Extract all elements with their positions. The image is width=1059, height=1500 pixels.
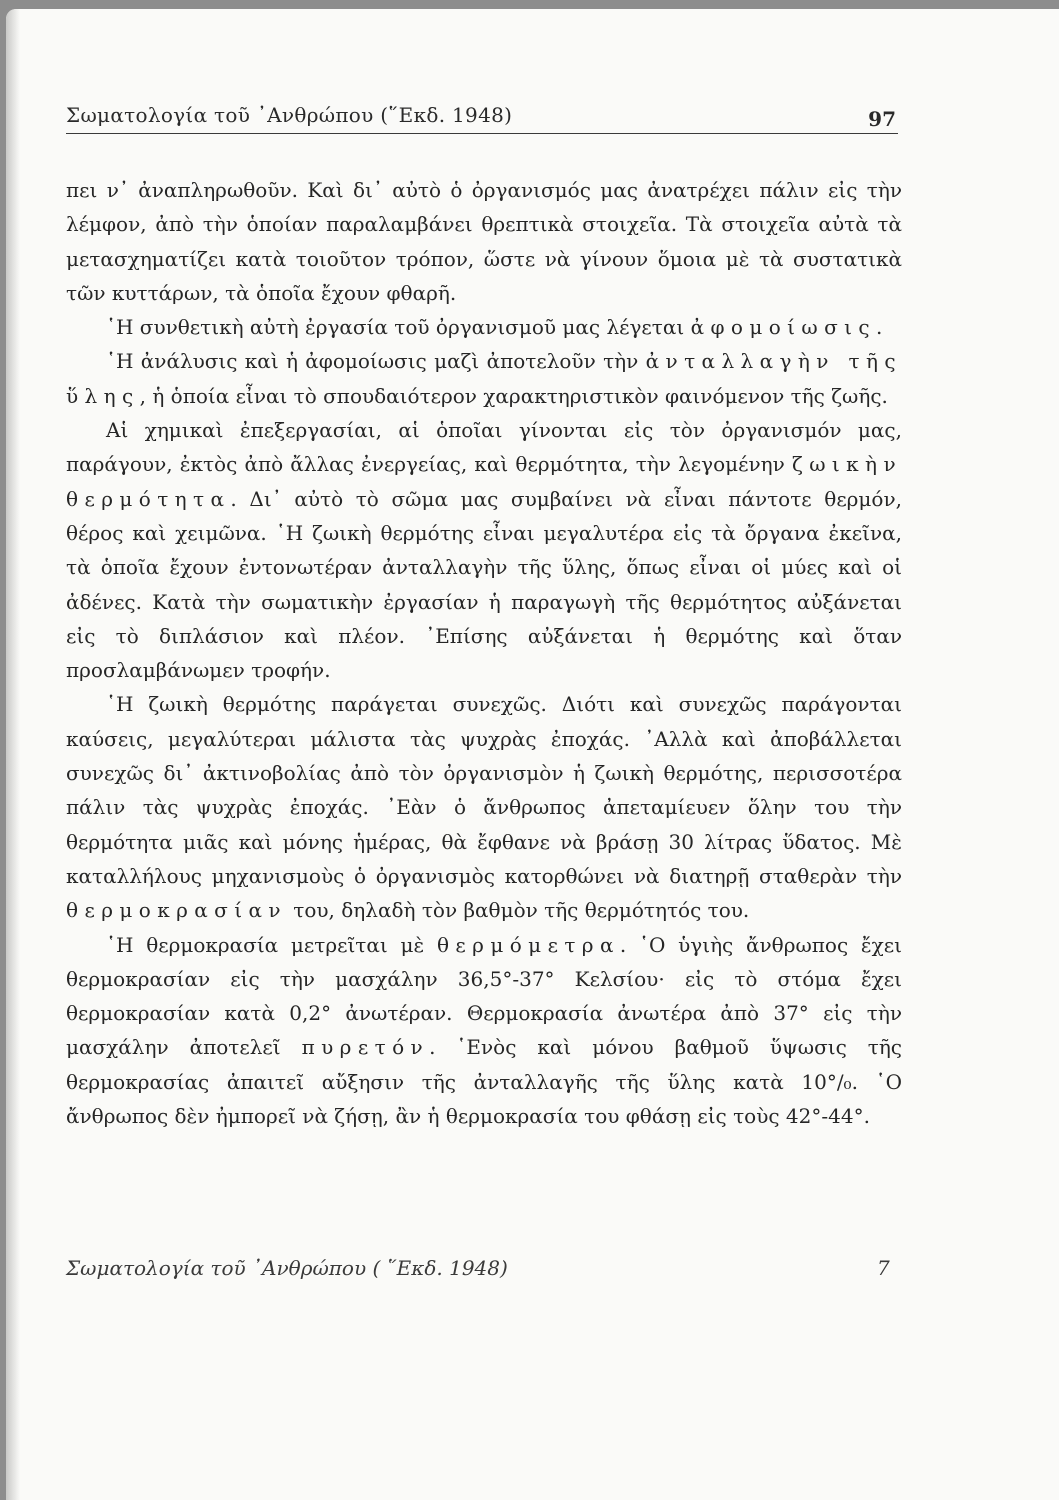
paragraph-3-text-a: ῾Η ἀνάλυσις καὶ ἡ ἀφομοίωσις μαζὶ ἀποτελοῦν τὴν xyxy=(106,349,646,374)
term-thermokrasian: θερμοκρασίαν xyxy=(66,898,287,923)
paragraph-2 xyxy=(66,310,902,344)
paragraph-1 xyxy=(66,173,902,310)
term-antallagi-ylis: ἀνταλλαγὴν τῆς ὕλης xyxy=(66,349,902,408)
paragraph-6-text-b: . ῾Ο ὑγιὴς ἄνθρωπος ἔχει θερμοκρασίαν εἰς τὴν μασχάλην 36,5°-37° Κελσίου· εἰς τὸ στόμα ἔχει θερμοκρασίαν κατὰ 0,2° ἀνωτέραν. Θερμοκρασία ἀνωτέρα ἀπὸ 37° εἰς τὴν μασχάλην ἀποτελεῖ xyxy=(66,932,902,1060)
paragraph-2-text-a: ῾Η συνθετικὴ αὐτὴ ἐργασία τοῦ ὀργανισμοῦ μας λέγεται xyxy=(106,315,691,340)
term-afomoiosis: ἀφομοίωσις xyxy=(690,315,876,340)
page-header xyxy=(66,97,898,134)
paragraph-5 xyxy=(66,687,902,927)
paragraph-4-text-b: . Δι᾿ αὐτὸ τὸ σῶμα μας συμβαίνει νὰ εἶναι πάντοτε θερμόν, θέρος καὶ χειμῶνα. ῾Η ζωικὴ θερμότης εἶναι μεγαλυτέρα εἰς τὰ ὄργανα ἐκεῖνα, τὰ ὁποῖα ἔχουν ἐντονωτέραν ἀνταλλαγὴν τῆς ὕλης, ὅπως εἶναι οἱ μύες καὶ οἱ ἀδένες. Κατὰ τὴν σωματικὴν ἐργασίαν ἡ παραγωγὴ τῆς θερμότητος αὐξάνεται εἰς τὸ διπλάσιον καὶ πλέον. ᾿Επίσης αὐξάνεται ἡ θερμότης καὶ ὅταν προσλαμβάνωμεν τροφήν. xyxy=(66,486,902,683)
running-title: Σωματολογία τοῦ ᾿Ανθρώπου (῞Εκδ. 1948) xyxy=(66,103,513,127)
term-pyreton: πυρετόν xyxy=(301,1035,430,1060)
footer-title: Σωματολογία τοῦ ᾿Ανθρώπου ( ῞Εκδ. 1948) xyxy=(66,1256,508,1280)
book-page xyxy=(6,9,1059,1500)
paragraph-4 xyxy=(66,413,902,687)
paragraph-3-text-b: , ἡ ὁποία εἶναι τὸ σπουδαιότερον χαρακτηριστικὸν φαινόμενον τῆς ζωῆς. xyxy=(139,383,888,408)
page-spine-shadow xyxy=(6,9,20,1500)
paragraph-3 xyxy=(66,344,902,413)
paragraph-5-text-a: ῾Η ζωικὴ θερμότης παράγεται συνεχῶς. Διότι καὶ συνεχῶς παράγονται καύσεις, μεγαλύτεραι μάλιστα τὰς ψυχρὰς ἐποχάς. ᾿Αλλὰ καὶ ἀποβάλλεται συνεχῶς δι᾿ ἀκτινοβολίας ἀπὸ τὸν ὀργανισμὸν ἡ ζωικὴ θερμότης, περισσοτέρα πάλιν τὰς ψυχρὰς ἐποχάς. ᾿Εὰν ὁ ἄνθρωπος ἀπεταμίευεν ὅλην του τὴν θερμότητα μιᾶς καὶ μόνης ἡμέρας, θὰ ἔφθανε νὰ βράσῃ 30 λίτρας ὕδατος. Μὲ καταλλήλους μηχανισμοὺς ὁ ὀργανισμὸς κατορθώνει νὰ διατηρῇ σταθερὰν τὴν xyxy=(66,692,902,888)
paragraph-6 xyxy=(66,928,902,1134)
page-number: 97 xyxy=(868,107,896,131)
term-zoiki-thermotita: ζωικὴν θερμότητα xyxy=(66,452,902,511)
paragraph-5-text-b: του, δηλαδὴ τὸν βαθμὸν τῆς θερμότητός του. xyxy=(286,898,750,923)
paragraph-6-text-a: ῾Η θερμοκρασία μετρεῖται μὲ xyxy=(106,932,437,957)
paragraph-6-text-c: . ῾Ενὸς καὶ μόνου βαθμοῦ ὕψωσις τῆς θερμοκρασίας ἀπαιτεῖ αὔξησιν τῆς ἀνταλλαγῆς τῆς ὕλης κατὰ 10°/₀. ῾Ο ἄνθρωπος δὲν ἠμπορεῖ νὰ ζήσῃ, ἂν ἡ θερμοκρασία του φθάσῃ εἰς τοὺς 42°-44°. xyxy=(66,1035,902,1129)
paragraph-1-text: πει ν᾿ ἀναπληρωθοῦν. Καὶ δι᾿ αὐτὸ ὁ ὀργανισμός μας ἀνατρέχει πάλιν εἰς τὴν λέμφον, ἀπὸ τὴν ὁποίαν παραλαμβάνει θρεπτικὰ στοιχεῖα. Τὰ στοιχεῖα αὐτὰ τὰ μετασχηματίζει κατὰ τοιοῦτον τρόπον, ὥστε νὰ γίνουν ὅμοια μὲ τὰ συστατικὰ τῶν κυττάρων, τὰ ὁποῖα ἔχουν φθαρῆ. xyxy=(66,178,902,305)
paragraph-2-text-b: . xyxy=(876,315,883,340)
signature-mark: 7 xyxy=(877,1256,890,1280)
term-thermometra: θερμόμετρα xyxy=(436,932,620,957)
body-text xyxy=(66,173,902,1133)
paragraph-4-text-a: Αἱ χημικαὶ ἐπεξεργασίαι, αἱ ὁποῖαι γίνονται εἰς τὸν ὀργανισμόν μας, παράγουν, ἐκτὸς ἀπὸ ἄλλας ἐνεργείας, καὶ θερμότητα, τὴν λεγομένην xyxy=(66,418,902,477)
